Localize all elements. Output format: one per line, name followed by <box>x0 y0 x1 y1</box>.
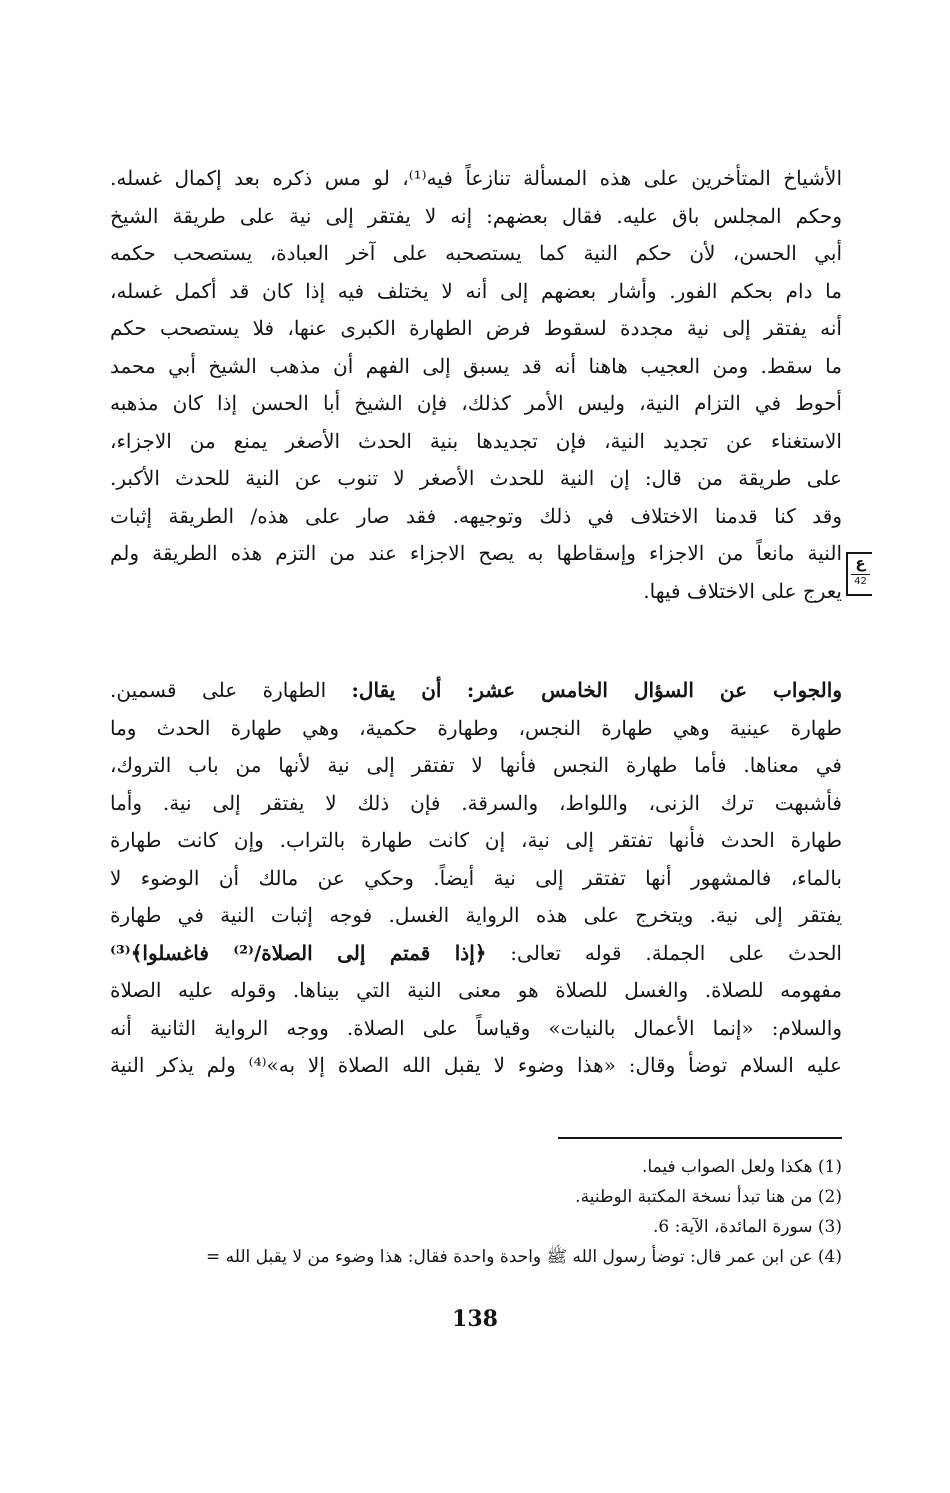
text-line: مفهومه للصلاة. والغسل للصلاة هو معنى النية التي بيناها. وقوله عليه الصلاة <box>110 978 842 1002</box>
footnote: (3) سورة المائدة، الآية: 6. <box>652 1217 842 1237</box>
folio-number: 42 <box>851 574 870 589</box>
folio-letter: ع <box>855 554 866 572</box>
text-line: طهارة الحدث فأنها تفتقر إلى نية، إن كانت طهارة بالتراب. وإن كانت طهارة <box>110 828 842 852</box>
text-line: أنه يفتقر إلى نية مجددة لسقوط فرض الطهارة الكبرى عنها، فلا يستصحب حكم <box>110 316 842 340</box>
footnote: (1) هكذا ولعل الصواب فيما. <box>641 1157 842 1177</box>
answer-paragraph <box>110 672 842 1085</box>
quran-verse-line <box>110 935 842 973</box>
text-line: ما سقط. ومن العجيب هاهنا أنه قد يسبق إلى الفهم أن مذهب الشيخ أبي محمد <box>110 353 842 378</box>
text-line: على طريقة من قال: إن النية للحدث الأصغر لا تنوب عن النية للحدث الأكبر. <box>110 466 842 490</box>
text-line: الأشياخ المتأخرين على هذه المسألة تنازعاً فيه⁽¹⁾، لو مس ذكره بعد إكمال غسله. <box>110 166 842 190</box>
text-line: أبي الحسن، لأن حكم النية كما يستصحبه على آخر العبادة، يستصحب حكمه <box>110 241 842 265</box>
text-line: أحوط في التزام النية، وليس الأمر كذلك، فإن الشيخ أبا الحسن إذا كان مذهبه <box>110 391 842 415</box>
text-line: عليه السلام توضأ وقال: «هذا وضوء لا يقبل الله الصلاة إلا به»⁽⁴⁾ ولم يذكر النية <box>110 1053 842 1077</box>
text-line: وقد كنا قدمنا الاختلاف في ذلك وتوجيهه. فقد صار على هذه/ الطريقة إثبات <box>110 503 842 528</box>
text-line: في معناها. فأما طهارة النجس فأنها لا تفتقر إلى نية لأنها من باب التروك، <box>110 753 842 777</box>
text-line: فأشبهت ترك الزنى، واللواط، والسرقة. فإن ذلك لا يفتقر إلى نية. وأما <box>110 790 842 815</box>
text-line: والسلام: «إنما الأعمال بالنيات» وقياساً على الصلاة. ووجه الرواية الثانية أنه <box>110 1015 842 1040</box>
manuscript-folio-marker <box>846 552 876 596</box>
text-line: طهارة عينية وهي طهارة النجس، وطهارة حكمية، وهي طهارة الحدث وما <box>110 715 842 740</box>
footnote: (4) عن ابن عمر قال: توضأ رسول الله ﷺ واحدة واحدة فقال: هذا وضوء من لا يقبل الله = <box>205 1247 842 1267</box>
text-line: يفتقر إلى نية. ويتخرج على هذه الرواية الغسل. فوجه إثبات النية في طهارة <box>110 903 842 927</box>
answer-heading-lead: أن يقال: <box>351 678 442 702</box>
text-line: ما دام بحكم الفور. وأشار بعضهم إلى أنه لا يختلف فيه إذا كان قد أكمل غسله، <box>110 278 842 303</box>
text-line: النية مانعاً من الاجزاء وإسقاطها به يصح الاجزاء عند من التزم هذه الطريقة ولم <box>110 541 842 565</box>
footnotes <box>102 1152 842 1272</box>
footnote: (2) من هنا تبدأ نسخة المكتبة الوطنية. <box>575 1187 842 1207</box>
text-line: يعرج على الاختلاف فيها. <box>643 578 842 603</box>
paragraph-continuation <box>110 160 842 610</box>
answer-heading-line <box>110 672 842 710</box>
footnote-separator <box>558 1137 842 1139</box>
page-number: 138 <box>452 1306 498 1332</box>
text-line: الاستغناء عن تجديد النية، فإن تجديدها بنية الحدث الأصغر يمنع من الاجزاء، <box>110 428 842 453</box>
answer-heading-text: الطهارة على قسمين. <box>110 678 327 702</box>
text-line: وحكم المجلس باق عليه. فقال بعضهم: إنه لا يفتقر إلى نية على طريقة الشيخ <box>110 203 842 228</box>
answer-heading: والجواب عن السؤال الخامس عشر: <box>466 678 842 702</box>
text-line: بالماء، فالمشهور أنها تفتقر إلى نية أيضاً. وحكي عن مالك أن الوضوء لا <box>110 865 842 890</box>
quran-prefix: الحدث على الجملة. قوله تعالى: <box>510 940 842 965</box>
quran-verse: ﴿إذا قمتم إلى الصلاة/⁽²⁾ فاغسلوا﴾⁽³⁾ <box>110 940 487 965</box>
